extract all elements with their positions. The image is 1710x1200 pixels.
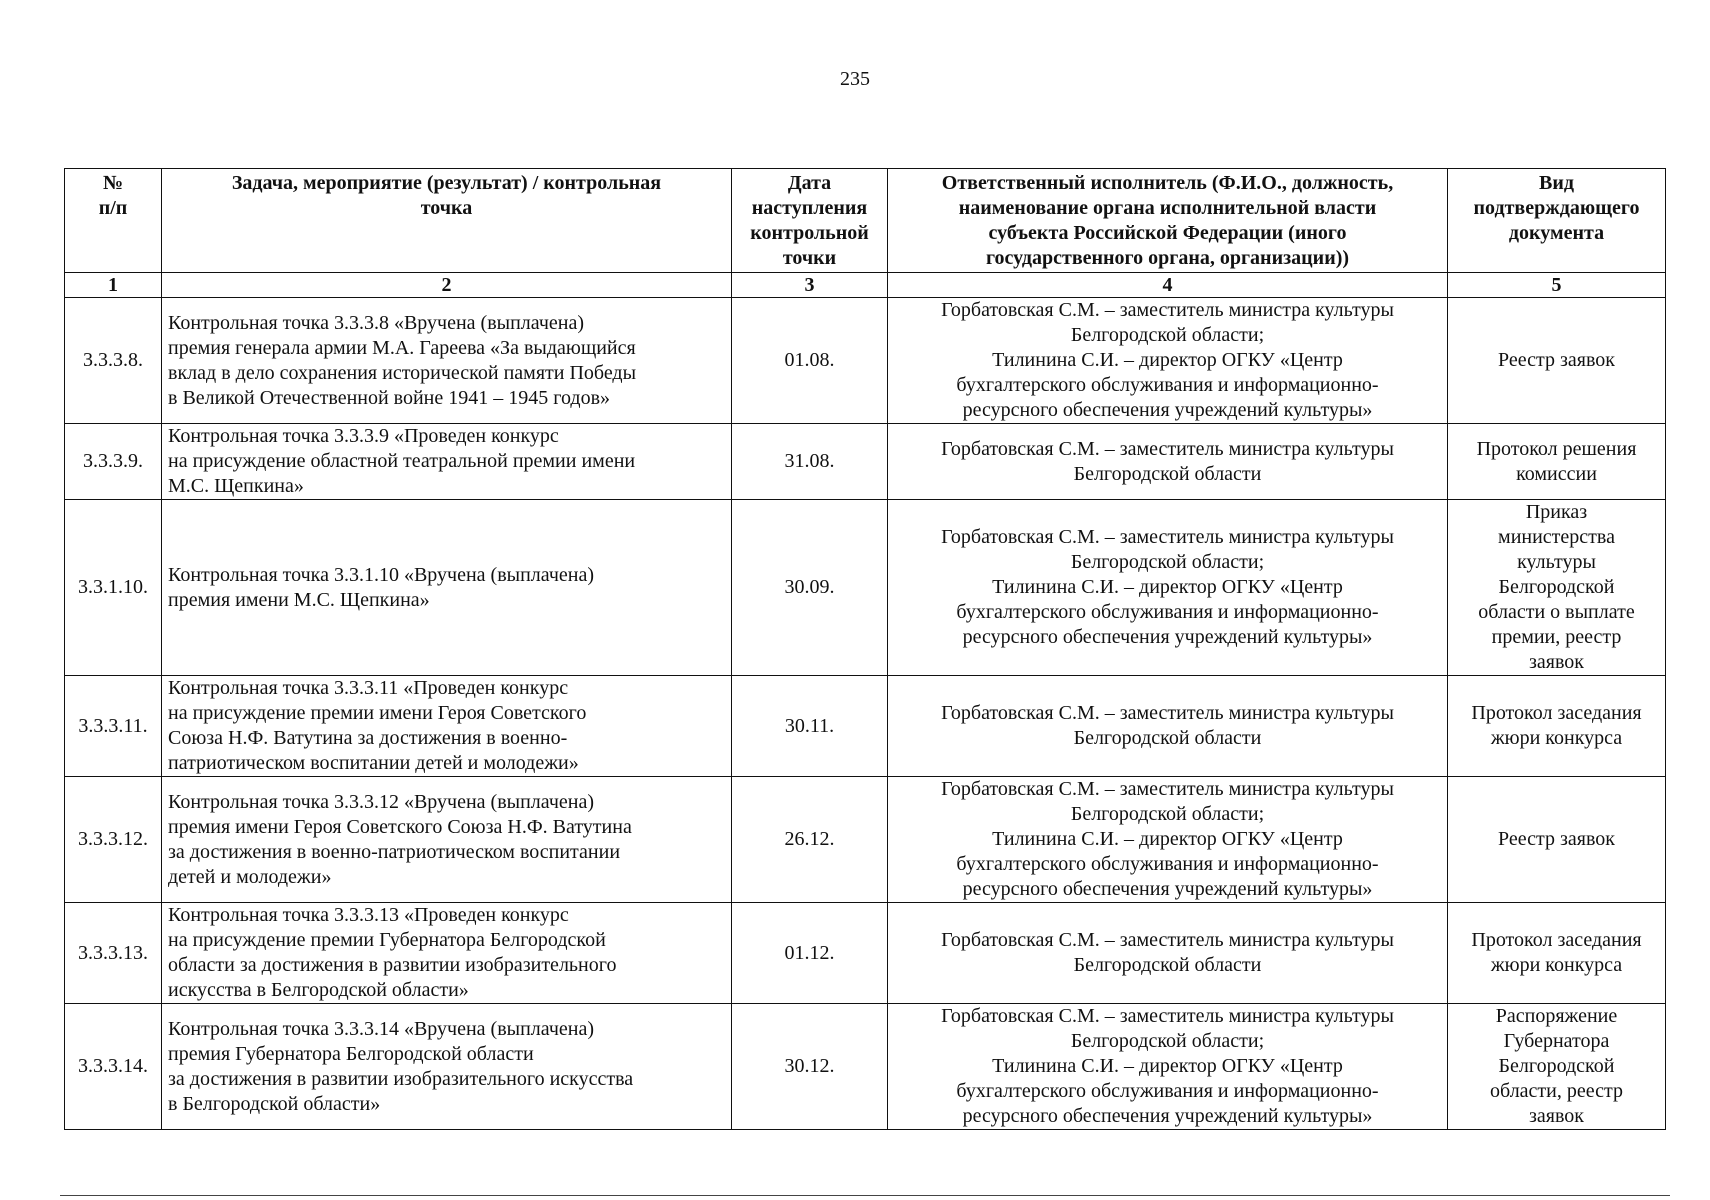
column-number: 2 — [162, 273, 732, 298]
date-cell: 01.12. — [732, 903, 888, 1004]
task-text-line: вклад в дело сохранения исторической памяти Победы — [168, 361, 637, 384]
date-cell: 30.09. — [732, 500, 888, 676]
document-text-line: комиссии — [1516, 462, 1597, 485]
responsible-text-line: ресурсного обеспечения учреждений культуры» — [962, 878, 1373, 900]
task-text-line: Контрольная точка 3.3.3.11 «Проведен конкурс — [168, 677, 569, 699]
document-cell — [1448, 676, 1666, 777]
header-text-line: Дата — [787, 172, 832, 194]
header-text-line: п/п — [98, 197, 128, 219]
document-text-line: Распоряжение — [1495, 1005, 1618, 1027]
task-text-line: Контрольная точка 3.3.3.14 «Вручена (выплачена) — [168, 1017, 595, 1040]
header-text-line: государственного органа, организации)) — [985, 247, 1350, 269]
responsible-text-line: Горбатовская С.М. – заместитель министра культуры — [941, 702, 1394, 724]
document-text-line: Протокол заседания — [1471, 929, 1642, 951]
table-row — [65, 676, 1666, 777]
header-text-line: субъекта Российской Федерации (иного — [988, 222, 1347, 244]
header-cell-task — [162, 169, 732, 273]
document-cell — [1448, 1004, 1666, 1130]
task-text-line: Контрольная точка 3.3.1.10 «Вручена (выплачена) — [168, 563, 595, 586]
responsible-cell — [888, 500, 1448, 676]
document-text-line: жюри конкурса — [1490, 727, 1623, 749]
document-text-line: Белгородской — [1498, 1055, 1615, 1077]
task-text-line: искусства в Белгородской области» — [168, 979, 469, 1001]
document-text-line: культуры — [1517, 551, 1596, 573]
document-text-line: Губернатора — [1503, 1030, 1610, 1052]
responsible-cell — [888, 903, 1448, 1004]
table-row — [65, 777, 1666, 903]
column-number: 1 — [65, 273, 162, 298]
responsible-text-line: Горбатовская С.М. – заместитель министра культуры — [941, 437, 1394, 460]
responsible-text-line: бухгалтерского обслуживания и информационно- — [956, 601, 1379, 623]
header-cell-responsible — [888, 169, 1448, 273]
column-number: 3 — [732, 273, 888, 298]
responsible-text-line: Горбатовская С.М. – заместитель министра культуры — [941, 929, 1394, 951]
table-row — [65, 424, 1666, 500]
row-number-cell: 3.3.3.14. — [65, 1004, 162, 1130]
task-text-line: М.С. Щепкина» — [168, 475, 304, 497]
responsible-text-line: Белгородской области — [1073, 727, 1262, 749]
responsible-cell — [888, 298, 1448, 424]
responsible-text-line: Белгородской области; — [1070, 803, 1265, 825]
column-number-row — [65, 273, 1666, 298]
table-row — [65, 1004, 1666, 1130]
row-number-cell: 3.3.3.13. — [65, 903, 162, 1004]
responsible-text-line: ресурсного обеспечения учреждений культуры» — [962, 626, 1373, 648]
responsible-text-line: Горбатовская С.М. – заместитель министра культуры — [941, 1005, 1394, 1027]
responsible-text-line: Белгородской области — [1073, 954, 1262, 976]
task-text-line: премия генерала армии М.А. Гареева «За выдающийся — [168, 336, 636, 359]
task-text-line: премия имени Героя Советского Союза Н.Ф. Ватутина — [168, 815, 632, 838]
row-number-cell: 3.3.3.9. — [65, 424, 162, 500]
document-text-line: области, реестр — [1490, 1080, 1623, 1102]
responsible-text-line: Белгородской области — [1073, 462, 1262, 485]
document-cell — [1448, 903, 1666, 1004]
task-cell — [162, 903, 732, 1004]
task-text-line: Союза Н.Ф. Ватутина за достижения в военно- — [168, 727, 568, 749]
document-text-line: Приказ — [1525, 501, 1588, 523]
responsible-text-line: Тилинина С.И. – директор ОГКУ «Центр — [992, 828, 1343, 850]
document-cell — [1448, 500, 1666, 676]
header-cell-date — [732, 169, 888, 273]
task-text-line: Контрольная точка 3.3.3.12 «Вручена (выплачена) — [168, 790, 595, 813]
responsible-cell — [888, 676, 1448, 777]
header-text-line: наступления — [751, 197, 868, 219]
task-cell — [162, 500, 732, 676]
responsible-text-line: Горбатовская С.М. – заместитель министра культуры — [941, 299, 1394, 321]
date-cell: 31.08. — [732, 424, 888, 500]
responsible-text-line: Горбатовская С.М. – заместитель министра культуры — [941, 526, 1394, 548]
header-text-line: № — [102, 172, 124, 194]
row-number-cell: 3.3.1.10. — [65, 500, 162, 676]
control-points-table — [64, 168, 1666, 1130]
task-cell — [162, 424, 732, 500]
responsible-text-line: Белгородской области; — [1070, 1030, 1265, 1052]
document-text-line: области о выплате — [1478, 601, 1635, 623]
header-text-line: точки — [782, 247, 837, 269]
task-text-line: на присуждение областной театральной премии имени — [168, 450, 636, 472]
document-text-line: Белгородской — [1498, 576, 1615, 598]
responsible-cell — [888, 424, 1448, 500]
row-number-cell: 3.3.3.8. — [65, 298, 162, 424]
row-number-cell: 3.3.3.11. — [65, 676, 162, 777]
responsible-text-line: Белгородской области; — [1070, 324, 1265, 346]
responsible-cell — [888, 777, 1448, 903]
document-cell — [1448, 777, 1666, 903]
responsible-text-line: бухгалтерского обслуживания и информационно- — [956, 1080, 1379, 1102]
column-number: 4 — [888, 273, 1448, 298]
header-text-line: контрольной — [750, 222, 869, 244]
task-text-line: детей и молодежи» — [168, 865, 332, 888]
document-text-line: заявок — [1529, 1105, 1584, 1127]
header-text-line: Ответственный исполнитель (Ф.И.О., должность, — [941, 172, 1394, 194]
responsible-text-line: Тилинина С.И. – директор ОГКУ «Центр — [992, 576, 1343, 598]
document-cell — [1448, 424, 1666, 500]
responsible-text-line: Тилинина С.И. – директор ОГКУ «Центр — [992, 349, 1343, 371]
date-cell: 01.08. — [732, 298, 888, 424]
date-cell: 30.11. — [732, 676, 888, 777]
document-text-line: министерства — [1498, 526, 1615, 548]
page-bottom-rule — [60, 1195, 1670, 1196]
document-cell — [1448, 298, 1666, 424]
header-cell-number — [65, 169, 162, 273]
date-cell: 30.12. — [732, 1004, 888, 1130]
task-text-line: Контрольная точка 3.3.3.9 «Проведен конкурс — [168, 425, 559, 447]
header-text-line: Задача, мероприятие (результат) / контрольная — [231, 172, 662, 194]
document-text-line: Реестр заявок — [1498, 349, 1615, 371]
document-text-line: Протокол решения — [1476, 437, 1637, 460]
task-cell — [162, 298, 732, 424]
header-text-line: Вид — [1539, 172, 1574, 194]
task-text-line: на присуждение премии Губернатора Белгородской — [168, 929, 606, 951]
responsible-text-line: Белгородской области; — [1070, 551, 1265, 573]
document-text-line: Протокол заседания — [1471, 702, 1642, 724]
table-header-row — [65, 169, 1666, 273]
header-text-line: документа — [1508, 222, 1605, 244]
task-cell — [162, 777, 732, 903]
task-text-line: Контрольная точка 3.3.3.8 «Вручена (выплачена) — [168, 311, 585, 334]
task-text-line: за достижения в развитии изобразительного искусства — [168, 1067, 634, 1090]
header-text-line: подтверждающего — [1473, 197, 1640, 219]
task-text-line: области за достижения в развитии изобразительного — [168, 954, 617, 976]
document-text-line: жюри конкурса — [1490, 954, 1623, 976]
table-row — [65, 500, 1666, 676]
responsible-text-line: ресурсного обеспечения учреждений культуры» — [962, 399, 1373, 421]
page-number: 235 — [840, 68, 870, 90]
task-text-line: за достижения в военно-патриотическом воспитании — [168, 840, 621, 863]
column-number: 5 — [1448, 273, 1666, 298]
responsible-text-line: Тилинина С.И. – директор ОГКУ «Центр — [992, 1055, 1343, 1077]
task-text-line: Контрольная точка 3.3.3.13 «Проведен конкурс — [168, 904, 569, 926]
task-cell — [162, 676, 732, 777]
task-text-line: в Великой Отечественной войне 1941 – 1945 годов» — [168, 386, 611, 409]
task-text-line: патриотическом воспитании детей и молодежи» — [168, 752, 579, 774]
table-body — [65, 298, 1666, 1130]
responsible-cell — [888, 1004, 1448, 1130]
task-text-line: премия имени М.С. Щепкина» — [168, 588, 430, 611]
responsible-text-line: бухгалтерского обслуживания и информационно- — [956, 853, 1379, 875]
task-cell — [162, 1004, 732, 1130]
document-text-line: заявок — [1529, 651, 1584, 673]
header-text-line: наименование органа исполнительной власти — [958, 197, 1377, 219]
task-text-line: премия Губернатора Белгородской области — [168, 1042, 534, 1065]
responsible-text-line: бухгалтерского обслуживания и информационно- — [956, 374, 1379, 396]
responsible-text-line: Горбатовская С.М. – заместитель министра культуры — [941, 778, 1394, 800]
table-row — [65, 903, 1666, 1004]
responsible-text-line: ресурсного обеспечения учреждений культуры» — [962, 1105, 1373, 1127]
date-cell: 26.12. — [732, 777, 888, 903]
header-text-line: точка — [420, 197, 473, 219]
document-text-line: Реестр заявок — [1498, 828, 1615, 850]
header-cell-document — [1448, 169, 1666, 273]
table-row — [65, 298, 1666, 424]
task-text-line: на присуждение премии имени Героя Советского — [168, 702, 587, 724]
document-text-line: премии, реестр — [1491, 626, 1622, 648]
row-number-cell: 3.3.3.12. — [65, 777, 162, 903]
task-text-line: в Белгородской области» — [168, 1092, 381, 1115]
